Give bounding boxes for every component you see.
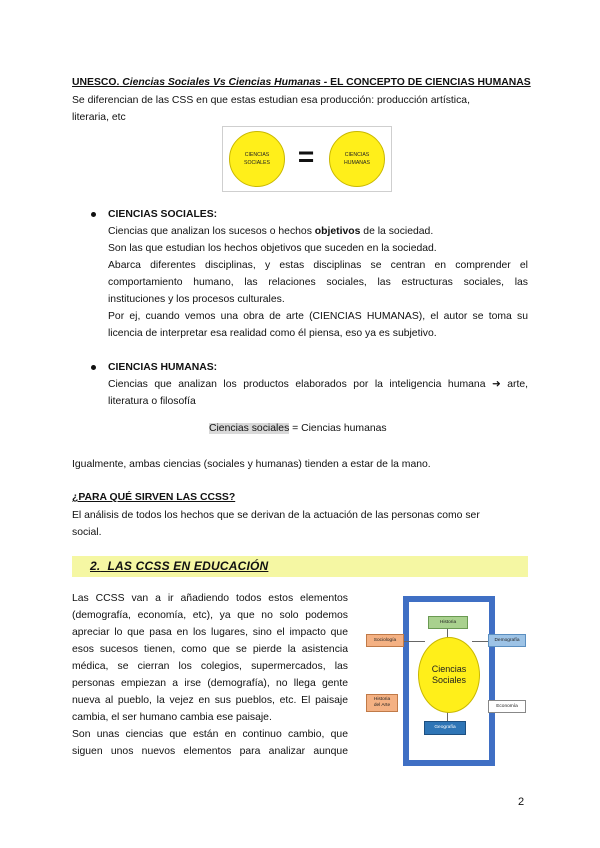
historia-arte-box (366, 694, 398, 712)
center-circle (418, 637, 480, 713)
para-line-1: El análisis de todos los hechos que se derivan de la actuación de las personas como ser (72, 510, 480, 521)
intro-line-2: literaria, etc (72, 112, 126, 123)
cs-line-1b: objetivos (314, 226, 361, 237)
cs-line-2: Son las que estudian los hechos objetivos que suceden en la sociedad. (108, 243, 437, 254)
section-number: 2. (90, 559, 101, 573)
page-number: 2 (518, 796, 525, 808)
ciencias-humanas-circle (329, 131, 385, 187)
cs-line-1a: Ciencias que analizan los sucesos o hechos (108, 226, 315, 237)
ch-line-1: Ciencias que analizan los productos elaborados por la inteligencia humana ➜ arte, (108, 379, 528, 390)
sociologia-box: Sociología (366, 634, 404, 647)
bullet-icon (91, 212, 96, 217)
cs-line-3: Abarca diferentes disciplinas, y estas disciplinas se centran en comprender el (108, 260, 528, 271)
header-prefix: UNESCO. (72, 77, 120, 88)
edu-line-8: cambia, el ser humano cambia ese paisaje. (72, 712, 272, 723)
historia-arte-line-1: Historia (373, 697, 391, 702)
ch-title: CIENCIAS HUMANAS: (108, 362, 218, 373)
historia-box: Historia (428, 616, 468, 629)
edu-line-6: personas empiezan a irse (demografía), no llega gente (72, 678, 348, 689)
cs-line-1c: de la sociedad. (360, 226, 434, 237)
cs-line-4: comportamiento humano, las relaciones sociales, las estructuras sociales, las (108, 277, 528, 288)
center-line-1: Ciencias (431, 664, 467, 674)
edu-line-1: Las CCSS van a ir añadiendo todos estos elementos (72, 593, 348, 604)
igualmente-line: Igualmente, ambas ciencias (sociales y humanas) tienden a estar de la mano. (72, 459, 431, 470)
geografia-box: Geografía (424, 721, 466, 735)
circle-right-line-1: CIENCIAS (344, 152, 370, 158)
cs-line-6: Por ej, cuando vemos una obra de arte (CIENCIAS HUMANAS), el autor se toma su (108, 311, 528, 322)
connector-right (472, 641, 488, 642)
edu-line-9: Son unas ciencias que están en continuo cambio, que (72, 729, 348, 740)
header-concept: EL CONCEPTO DE CIENCIAS HUMANAS (330, 77, 531, 88)
economia-box: Economía (488, 700, 526, 713)
circle-left-line-2: SOCIALES (244, 160, 270, 166)
ch-line-2: literatura o filosofía (108, 396, 196, 407)
circle-left-line-1: CIENCIAS (244, 152, 270, 158)
equality-diagram (222, 126, 392, 192)
para-title: ¿PARA QUÉ SIRVEN LAS CCSS? (72, 492, 236, 503)
header-line (72, 74, 531, 91)
section-title (90, 558, 268, 575)
header-middle: Ciencias Sociales Vs Ciencias Humanas - (119, 77, 331, 88)
ciencias-sociales-circle (229, 131, 285, 187)
intro-line-1: Se diferencian de las CSS en que estas estudian esa producción: producción artística, (72, 95, 470, 106)
cs-title: CIENCIAS SOCIALES: (108, 209, 218, 220)
bullet-icon (91, 365, 96, 370)
edu-line-2: (demografía, economía, etc), ya que no solo podemos (72, 610, 348, 621)
ch-eq-right: = Ciencias humanas (289, 423, 387, 434)
cs-line-5: instituciones y los procesos culturales. (108, 294, 285, 305)
connector-left (403, 641, 425, 642)
edu-line-5: médica, se cierran los colegios, supermercados, las (72, 661, 348, 672)
edu-line-7: nueva al pueblo, la vejez en sus pueblos, etc. El paisaje (72, 695, 348, 706)
cs-line-1 (108, 223, 433, 240)
equals-sign: = (297, 141, 315, 172)
edu-line-3: apreciar lo que pasa en los lugares, sino el impacto que (72, 627, 348, 638)
para-line-2: social. (72, 527, 102, 538)
section-title-text: LAS CCSS EN EDUCACIÓN (107, 559, 269, 573)
edu-line-10: siguen unos nuevos elementos para analizar aunque (72, 746, 348, 757)
center-line-2: Sociales (431, 675, 467, 685)
ch-eq-left: Ciencias sociales (209, 423, 290, 434)
historia-arte-line-2: del Arte (373, 703, 391, 708)
cs-line-7: licencia de interpretar esa realidad como él piensa, eso ya es subjetivo. (108, 328, 437, 339)
demografia-box: Demografía (488, 634, 526, 647)
circle-right-line-2: HUMANAS (344, 160, 370, 166)
ch-equation (209, 420, 387, 437)
edu-line-4: esos sucesos tienen, como que se pierde la asistencia (72, 644, 348, 655)
